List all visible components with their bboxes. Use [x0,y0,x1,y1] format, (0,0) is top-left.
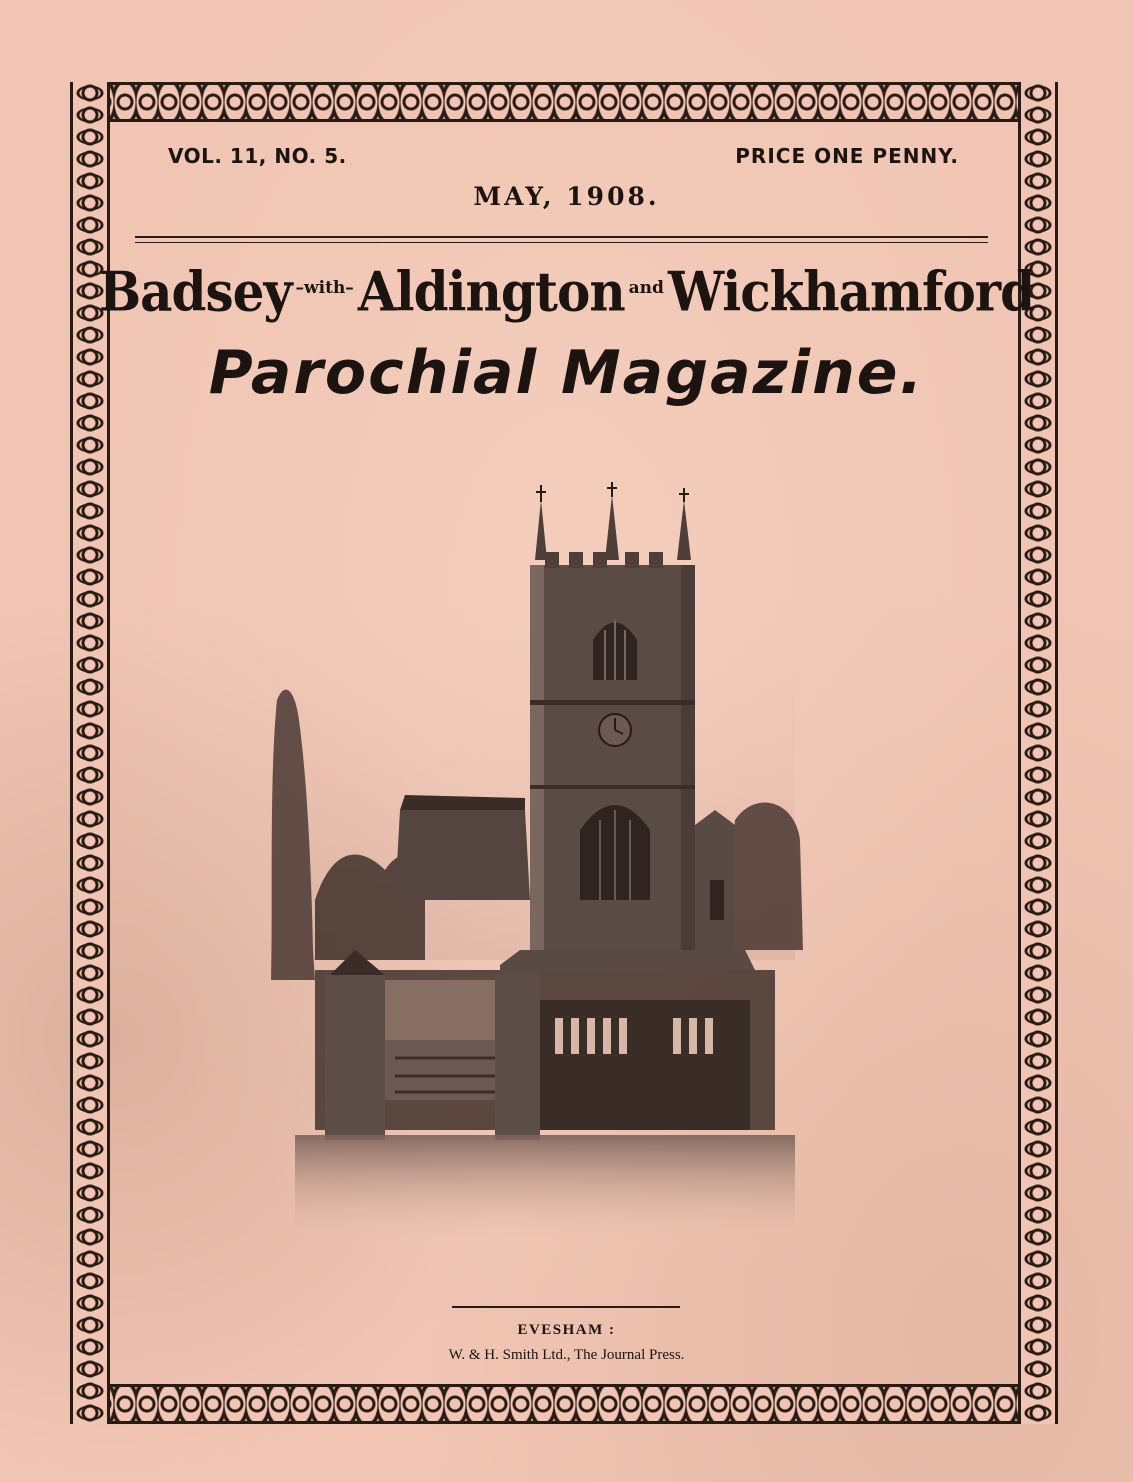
header-divider [135,236,988,243]
title-aldington: Aldington [357,259,625,324]
publisher-name: W. & H. Smith Ltd., The Journal Press. [448,1347,685,1363]
volume-number: VOL. 11, NO. 5. [168,144,347,168]
church-tower-photo [255,480,815,1260]
title-joiner-with: –with– [295,278,354,298]
parish-title [0,259,1133,324]
footer-divider [452,1306,680,1308]
title-wickhamford: Wickhamford [667,259,1035,324]
ornamental-border-top [70,82,1058,122]
title-badsey: Badsey [98,259,292,324]
ornamental-border-bottom [70,1384,1058,1424]
price-label: PRICE ONE PENNY. [735,144,959,168]
magazine-title: Parochial Magazine. [208,338,925,408]
title-joiner-and: and [628,278,664,298]
issue-date: MAY, 1908. [473,182,660,211]
publisher-town: EVESHAM : [517,1322,616,1338]
